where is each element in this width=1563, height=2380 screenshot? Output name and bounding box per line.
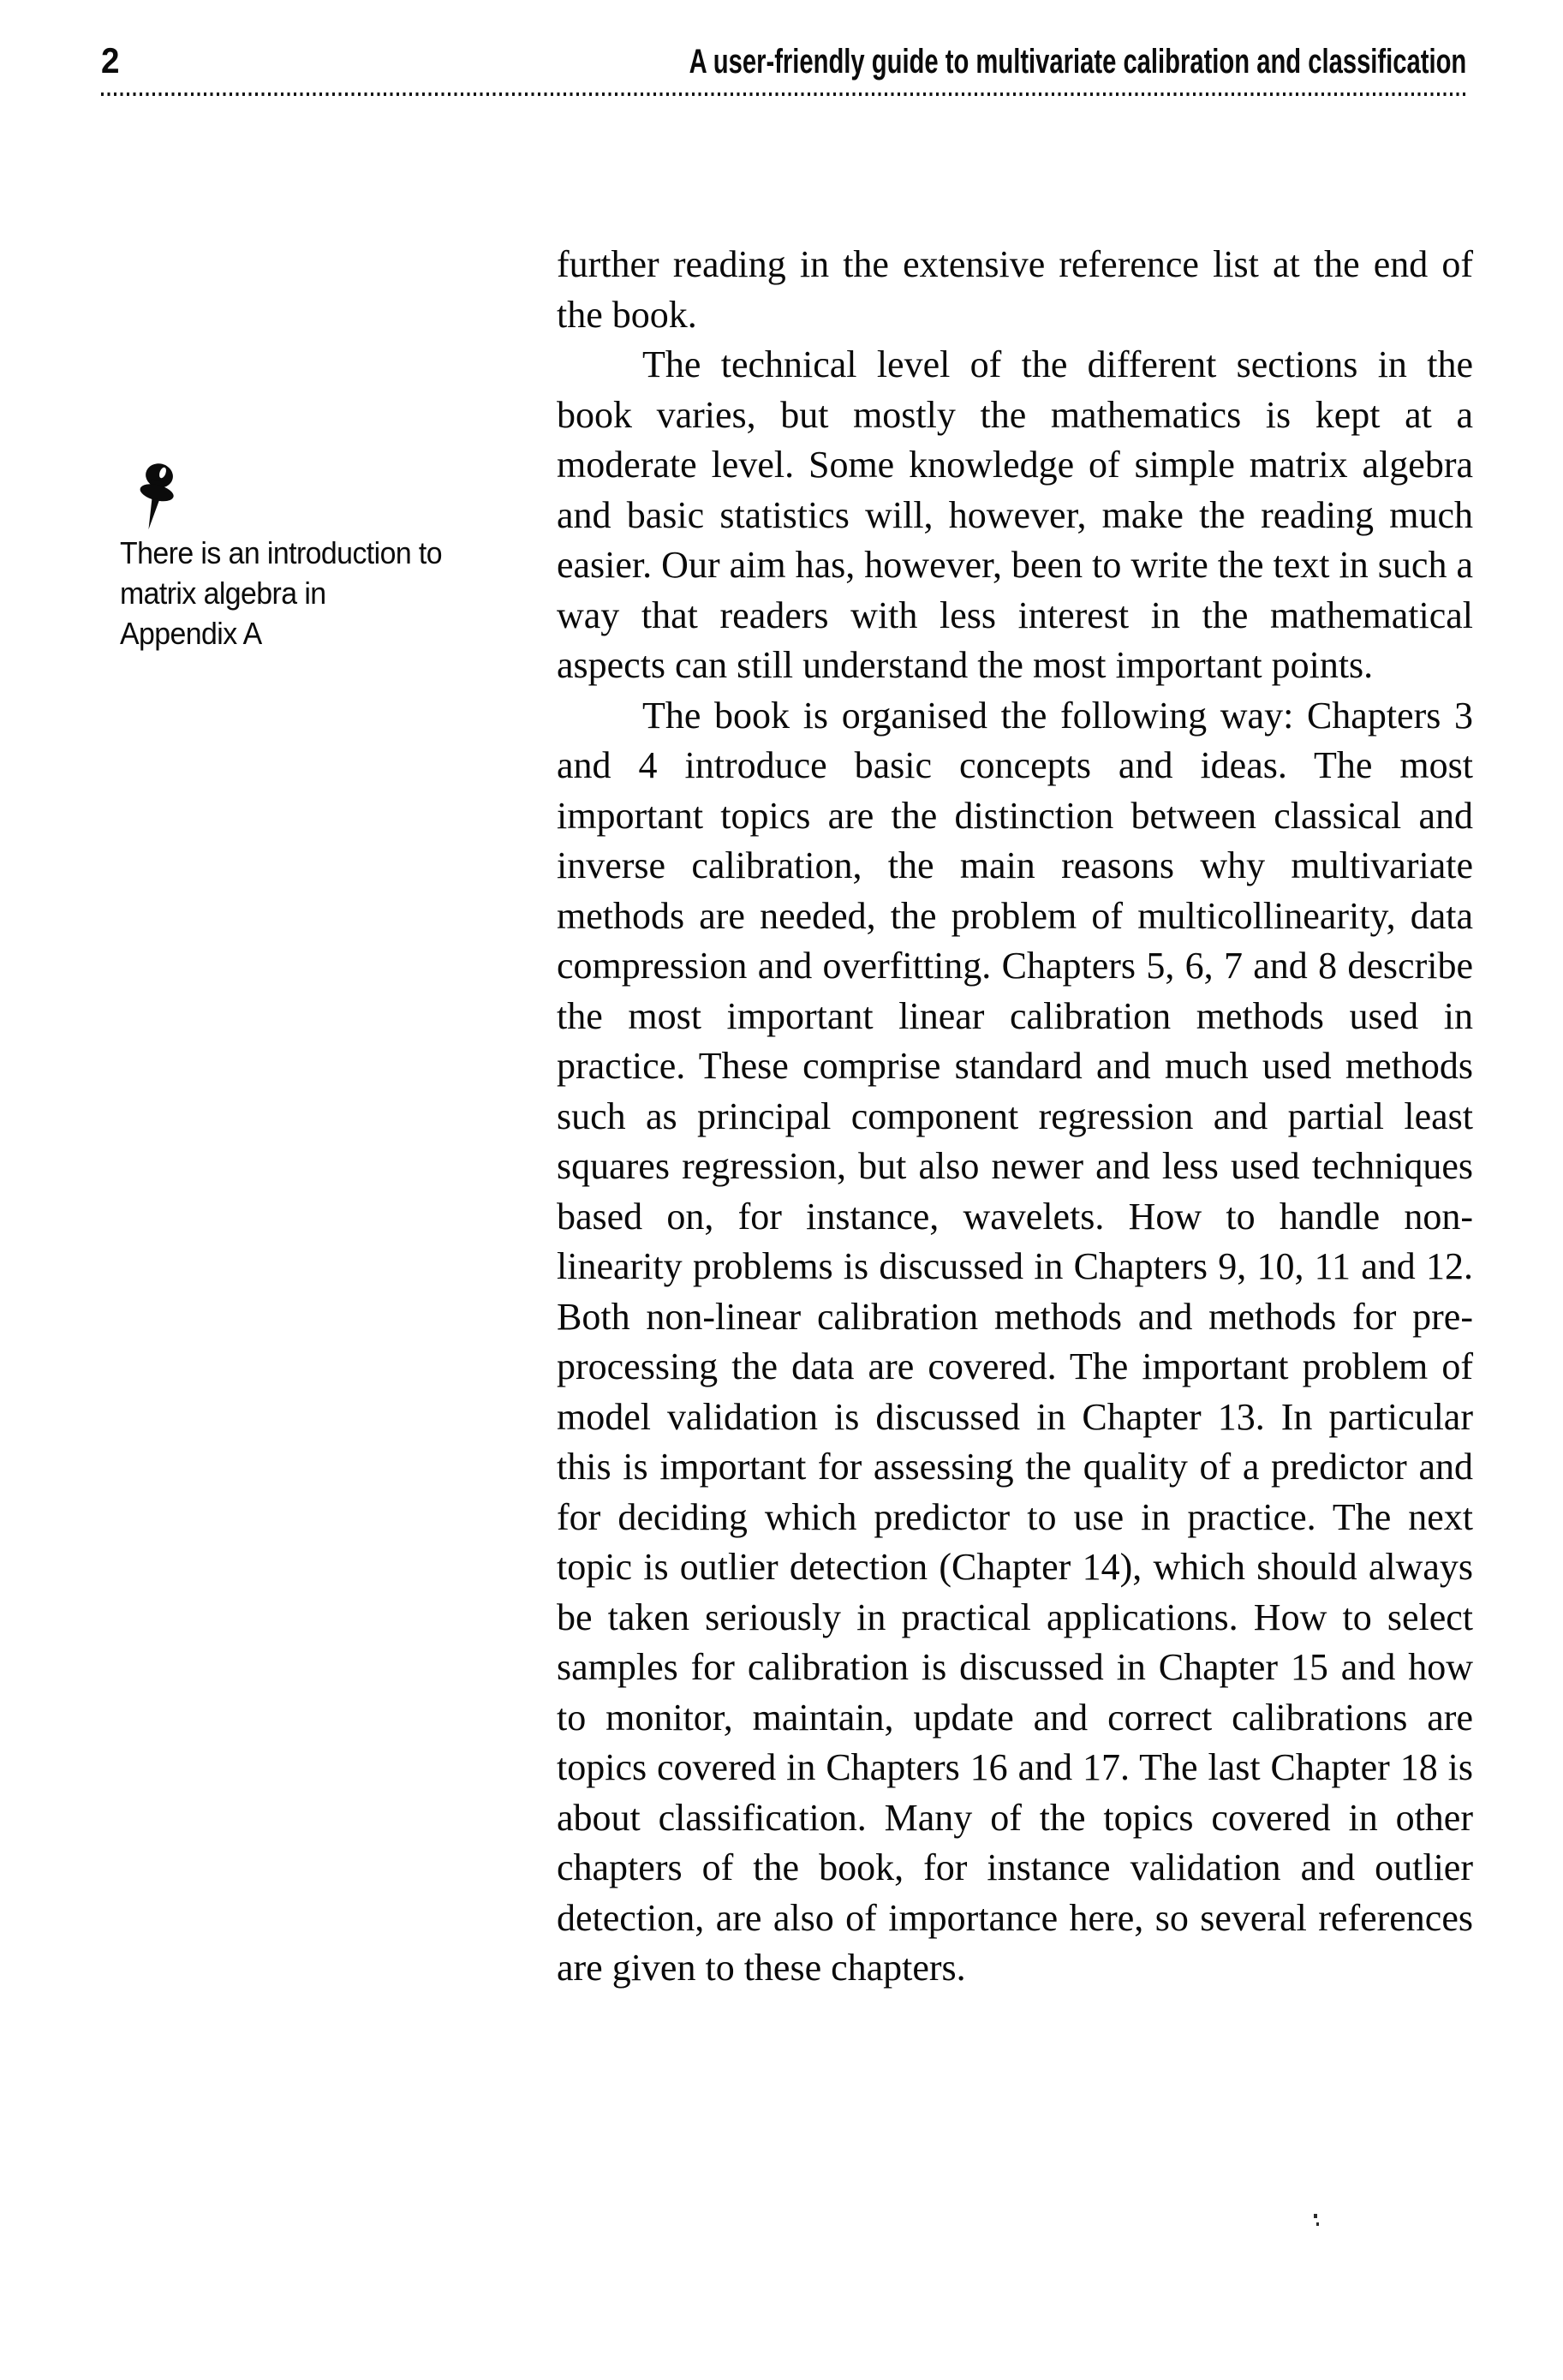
- margin-note: [120, 462, 548, 653]
- paragraph: further reading in the extensive reference list at the end of the book.: [557, 243, 1473, 336]
- scan-speck: [1316, 2222, 1319, 2226]
- running-head-title: A user-friendly guide to multivariate calibration and classification: [689, 43, 1466, 81]
- scan-speck: [1314, 2214, 1317, 2218]
- pushpin-icon: [139, 462, 182, 540]
- paragraph: The technical level of the different sections in the book varies, but mostly the mathematics is kept at a moderate level. Some knowledge of simple matrix algebra and basic statistics will, however, make the reading much easier. Our aim has, however, been to write the text in such a way that readers with less interest in the mathematical aspects can still understand the most important points.: [557, 343, 1473, 686]
- margin-note-line: matrix algebra in: [120, 576, 326, 611]
- margin-note-line: Appendix A: [120, 616, 262, 651]
- page-number: 2: [101, 40, 120, 81]
- margin-note-line: There is an introduction to: [120, 535, 443, 570]
- dotted-rule: [101, 92, 1466, 96]
- margin-note-text: [120, 533, 522, 653]
- body-text-column: [557, 240, 1473, 1994]
- paragraph: The book is organised the following way: Chapters 3 and 4 introduce basic concepts and ideas. The most important topics are the distinction between classical and inverse calibration, the main reasons why multivariate methods are needed, the problem of multicollinearity, data compression and overfitting. Chapters 5, 6, 7 and 8 describe the most important linear calibration methods used in practice. These comprise standard and much used methods such as principal component regression and partial least squares regression, but also newer and less used techniques based on, for instance, wavelets. How to handle non-linearity problems is discussed in Chapters 9, 10, 11 and 12. Both non-linear calibration methods and methods for pre-processing the data are covered. The important problem of model validation is discussed in Chapter 13. In particular this is important for assessing the quality of a predictor and for deciding which predictor to use in practice. The next topic is outlier detection (Chapter 14), which should always be taken seriously in practical applications. How to select samples for calibration is discussed in Chapter 15 and how to monitor, maintain, update and correct calibrations are topics covered in Chapters 16 and 17. The last Chapter 18 is about classification. Many of the topics covered in other chapters of the book, for instance validation and outlier detection, are also of importance here, so several references are given to these chapters.: [557, 694, 1473, 1989]
